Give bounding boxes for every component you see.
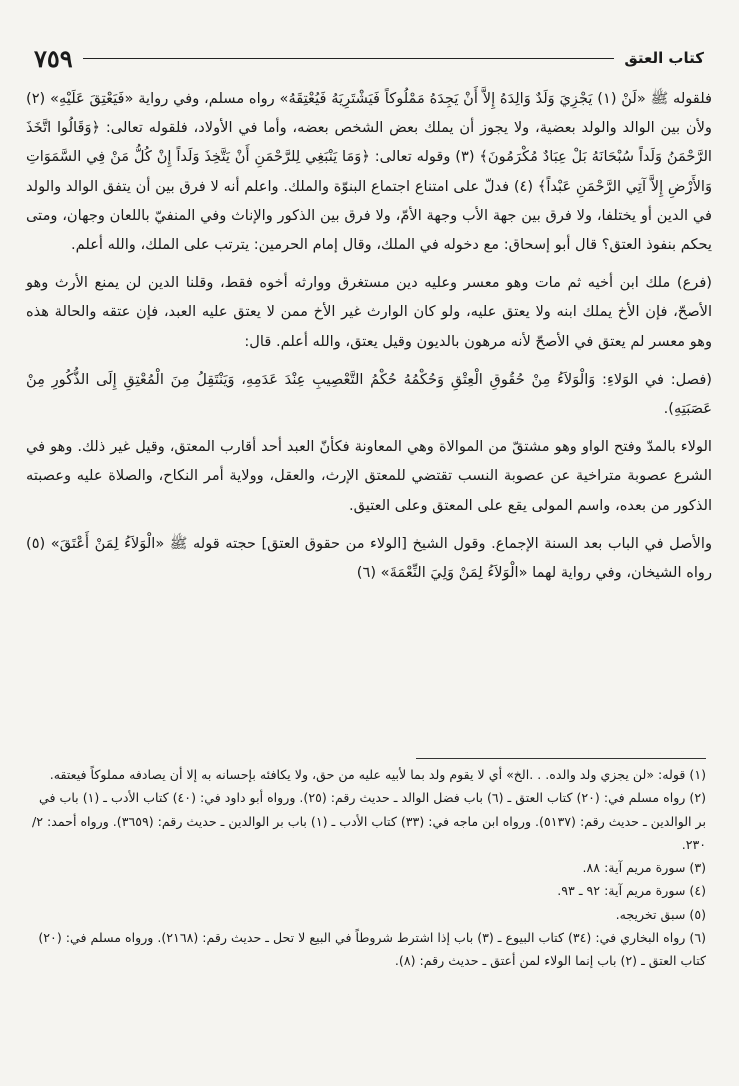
- header-rule: [83, 58, 615, 59]
- page-number: ٧٥٩: [34, 43, 73, 73]
- paragraph-4: الولاء بالمدّ وفتح الواو وهو مشتقّ من الموالاة وهي المعاونة فكأنّ العبد أحد أقارب المعتق، وقيل غير ذلك. وهو في الشرع عصوبة متراخية عن عصوبة النسب تقتضي للمعتق الإرث، والعقل، وولاية أمر النكاح، والصلاة عليه وعصبته الذكور من بعده، واسم المولى يقع على المعتق وعلى العتيق.: [26, 438, 712, 514]
- page-header: [34, 40, 704, 76]
- paragraph-5: والأصل في الباب بعد السنة الإجماع. وقول الشيخ [الولاء من حقوق العتق] حجته قوله ﷺ «الْوَلاَءُ لِمَنْ أَعْتَقَ» (٥) رواه الشيخان، وفي رواية لهما «الْوَلاَءُ لِمَنْ وَلِيَ النِّعْمَةَ» (٦): [26, 534, 712, 582]
- footnotes: [30, 758, 706, 973]
- paragraph-3: (فصل: في الوَلاءِ: وَالْوَلاَءُ مِنْ حُقُوقِ الْعِتْقِ وَحُكْمُهُ حُكْمُ التَّعْصِيبِ عِنْدَ عَدَمِهِ، وَيَنْتَقِلُ مِنَ الْمُعْتِقِ إِلَى الذُّكُورِ مِنْ عَصَبَتِهِ).: [26, 370, 712, 418]
- paragraph-2: (فرع) ملك ابن أخيه ثم مات وهو معسر وعليه دين مستغرق ووارثه أخوه فقط، وقلنا الدين لن يمنع الأرث وهو الأصحّ، فإن الأخ يملك ابنه ولا يعتق عليه، ولو كان الوارث غير الأخ ممن لا يعتق عليه العبد، فإن عتقه والحالة هذه وهو معسر لم يعتق في الأصحّ لأنه مرهون بالديون وقيل يعتق، والله أعلم. قال:: [26, 274, 712, 350]
- paragraph-1: فلقوله ﷺ «لَنْ (١) يَجْزِيَ وَلَدٌ وَالِدَهُ إِلاَّ أَنْ يَجِدَهُ مَمْلُوكاً فَيَشْتَرِيَهُ فَيُعْتِقَهُ» رواه مسلم، وفي رواية «فَيَعْتِقَ عَلَيْهِ» (٢) ولأن بين الوالد والولد بعضية، ولا يجوز أن يملك بعض الشخص بعضه، وأما في الأولاد، فلقوله تعالى: ﴿وَقَالُوا اتَّخَذَ الرَّحْمَنُ وَلَداً سُبْحَانَهُ بَلْ عِبَادٌ مُكْرَمُونَ﴾ (٣) وقوله تعالى: ﴿وَمَا يَنْبَغِي لِلرَّحْمَنِ أَنْ يَتَّخِذَ وَلَداً إِنْ كُلُّ مَنْ فِي السَّمَوَاتِ وَالأَرْضِ إِلاَّ آتِي الرَّحْمَنِ عَبْداً﴾ (٤) فدلّ على امتناع اجتماع البنوّة والملك. واعلم أنه لا فرق بين أن يتفق الوالد والولد في الدين أو يختلفا، ولا فرق بين جهة الأب وجهة الأمّ، ولا فرق بين الذكور والإناث وفي المنفيّ باللعان وجهان، ومتى يحكم بنفوذ العتق؟ قال أبو إسحاق: مع دخوله في الملك، وقال إمام الحرمين: يترتب على الملك، والله أعلم.: [26, 90, 712, 254]
- running-title: كتاب العتق: [624, 49, 704, 67]
- footnote-5: (٥) سبق تخريجه.: [615, 906, 706, 922]
- main-text: [26, 84, 712, 587]
- footnote-4: (٤) سورة مريم آية: ٩٢ ـ ٩٣.: [557, 883, 706, 899]
- footnote-3: (٣) سورة مريم آية: ٨٨.: [582, 860, 706, 876]
- footnote-6: (٦) رواه البخاري في: (٣٤) كتاب البيوع ـ (٣) باب إذا اشترط شروطاً في البيع لا تحل ـ حديث رقم: (٢١٦٨). ورواه مسلم في: (٢٠) كتاب العتق ـ (٢) باب إنما الولاء لمن أعتق ـ حديث رقم: (٨).: [38, 930, 706, 969]
- footnote-2: (٢) رواه مسلم في: (٢٠) كتاب العتق ـ (٦) باب فضل الوالد ـ حديث رقم: (٢٥). ورواه أبو داود في: (٤٠) كتاب الأدب ـ (١) باب في بر الوالدين ـ حديث رقم: (٥١٣٧). ورواه ابن ماجه في: (٣٣) كتاب الأدب ـ (١) باب بر الوالدين ـ حديث رقم: (٣٦٥٩). ورواه أحمد: ٢/ ٢٣٠.: [32, 790, 706, 852]
- footnote-rule: [416, 758, 706, 759]
- footnote-1: (١) قوله: «لن يجزي ولد والده. . .الخ» أي لا يقوم ولد بما لأبيه عليه من حق، ولا يكافئه بإحسانه به إلا أن يصادفه مملوكاً فيعتقه.: [49, 767, 706, 782]
